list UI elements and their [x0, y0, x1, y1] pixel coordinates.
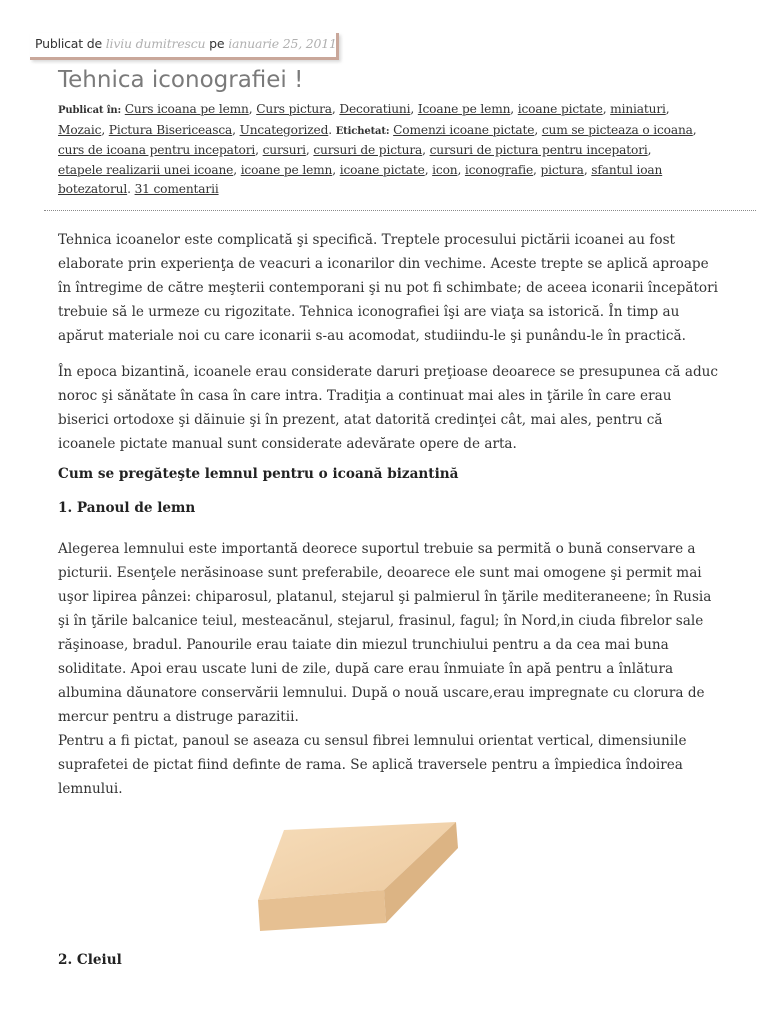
category-link[interactable]: Curs pictura	[256, 102, 332, 116]
subheading-glue: 2. Cleiul	[58, 952, 122, 968]
tagged-label: Etichetat:	[335, 125, 390, 137]
divider	[44, 210, 756, 211]
category-link[interactable]: Mozaic	[58, 122, 102, 137]
paragraph-intro: Tehnica icoanelor este complicată şi specifică. Treptele procesului pictării icoanei au fost elaborate prin experienţa de veacuri a iconarilor din vechime. Aceste trepte se aplică aproape în întregime de către meşterii contemporani şi nu pot fi schimbate; de aceea iconarii începători trebuie să le urmeze cu rigozitate. Tehnica iconografiei îşi are viaţa sa istorică. În timp au apărut materiale noi cu care iconarii s-au acomodat, studiindu-le şi punându-le în practică.	[58, 232, 718, 344]
category-link[interactable]: miniaturi	[610, 102, 666, 116]
tag-link[interactable]: icon	[432, 162, 458, 177]
paragraph-panel: Pentru a fi pictat, panoul se aseaza cu sensul fibrei lemnului orientat vertical, dimensiunile suprafetei de pictat fiind definte de rama. Se aplică traversele pentru a împiedica îndoirea lemnului.	[58, 733, 687, 797]
tag-link[interactable]: pictura	[540, 162, 584, 177]
tag-link[interactable]: sfantul ioan botezatorul	[58, 162, 663, 197]
category-link[interactable]: Uncategorized	[239, 122, 329, 137]
category-link[interactable]: Decoratiuni	[339, 102, 411, 116]
article-body-2	[58, 537, 720, 813]
paragraph-wood: Alegerea lemnului este importantă deorece suportul trebuie sa permită o bună conservare a picturii. Esenţele nerăsinoase sunt preferabile, deoarece ele sunt mai omogene şi permit mai uşor lipirea pânzei: chiparosul, platanul, stejarul şi palmierul în ţările mediteraneene; în Rusia şi în ţările balcanice teiul, mesteacănul, stejarul, frasinul, fagul; în Nord,in ciuda fibrelor sale răşinoase, bradul. Panourile erau taiate din miezul trunchiului pentru a da cea mai buna soliditate. Apoi erau uscate luni de zile, după care erau înmuiate în apă pentru a înlătura albumina dăunatore conservării lemnului. După o nouă uscare,erau impregnate cu clorura de mercur pentru a distruge parazitii.	[58, 541, 712, 725]
tag-link[interactable]: iconografie	[464, 162, 534, 177]
wood-panel-image	[256, 818, 476, 933]
tag-link[interactable]: etapele realizarii unei icoane	[58, 162, 234, 177]
tag-link[interactable]: cursuri de pictura	[313, 143, 423, 158]
section-heading: Cum se pregăteşte lemnul pentru o icoană bizantină	[58, 466, 459, 482]
post-meta	[58, 100, 698, 200]
tag-link[interactable]: icoane pictate	[339, 162, 425, 177]
byline	[35, 36, 337, 51]
tag-link[interactable]: cum se picteaza o icoana	[541, 122, 693, 137]
byline-mid: pe	[209, 36, 225, 51]
article-body	[58, 228, 720, 468]
post-title[interactable]: Tehnica iconografiei !	[58, 67, 304, 93]
category-link[interactable]: Icoane pe lemn	[417, 102, 511, 116]
category-link[interactable]: Pictura Bisericeasca	[108, 122, 233, 137]
author-link[interactable]: liviu dumitrescu	[105, 36, 206, 51]
byline-box	[30, 33, 339, 60]
tag-link[interactable]: icoane pe lemn	[240, 162, 333, 177]
tag-list: Comenzi icoane pictate, cum se picteaza o icoana, curs de icoana pentru incepatori, cursuri, cursuri de pictura, cursuri de pictura pentru incepatori, etapele realizarii unei icoane, icoane pe lemn, icoane pictate, icon, iconografie, pictura, sfantul ioan botezatorul.	[58, 122, 697, 197]
subheading-panel: 1. Panoul de lemn	[58, 500, 196, 516]
comments-link[interactable]: 31 comentarii	[134, 182, 219, 197]
date-link[interactable]: ianuarie 25, 2011	[228, 36, 337, 51]
tag-link[interactable]: curs de icoana pentru incepatori	[58, 143, 256, 158]
paragraph-byzantine: În epoca bizantină, icoanele erau considerate daruri preţioase deoarece se presupunea că aduc noroc şi sănătate în casa în care intra. Tradiţia a continuat mai ales in ţările în care erau biserici ortodoxe şi dăinuie şi în prezent, atat datorită credinţei cât, mai ales, pentru că icoanele pictate manual sunt considerate adevărate opere de arta.	[58, 364, 719, 452]
tag-link[interactable]: Comenzi icoane pictate	[393, 122, 535, 137]
tag-link[interactable]: cursuri	[262, 143, 306, 158]
tag-link[interactable]: cursuri de pictura pentru incepatori	[429, 143, 648, 158]
category-link[interactable]: Curs icoana pe lemn	[124, 102, 249, 116]
published-in-label: Publicat în:	[58, 105, 122, 116]
byline-prefix: Publicat de	[35, 36, 102, 51]
category-link[interactable]: icoane pictate	[517, 102, 603, 116]
category-list: Curs icoana pe lemn, Curs pictura, Decoratiuni, Icoane pe lemn, icoane pictate, miniaturi, Mozaic, Pictura Bisericeasca, Uncategorized.	[58, 102, 670, 137]
